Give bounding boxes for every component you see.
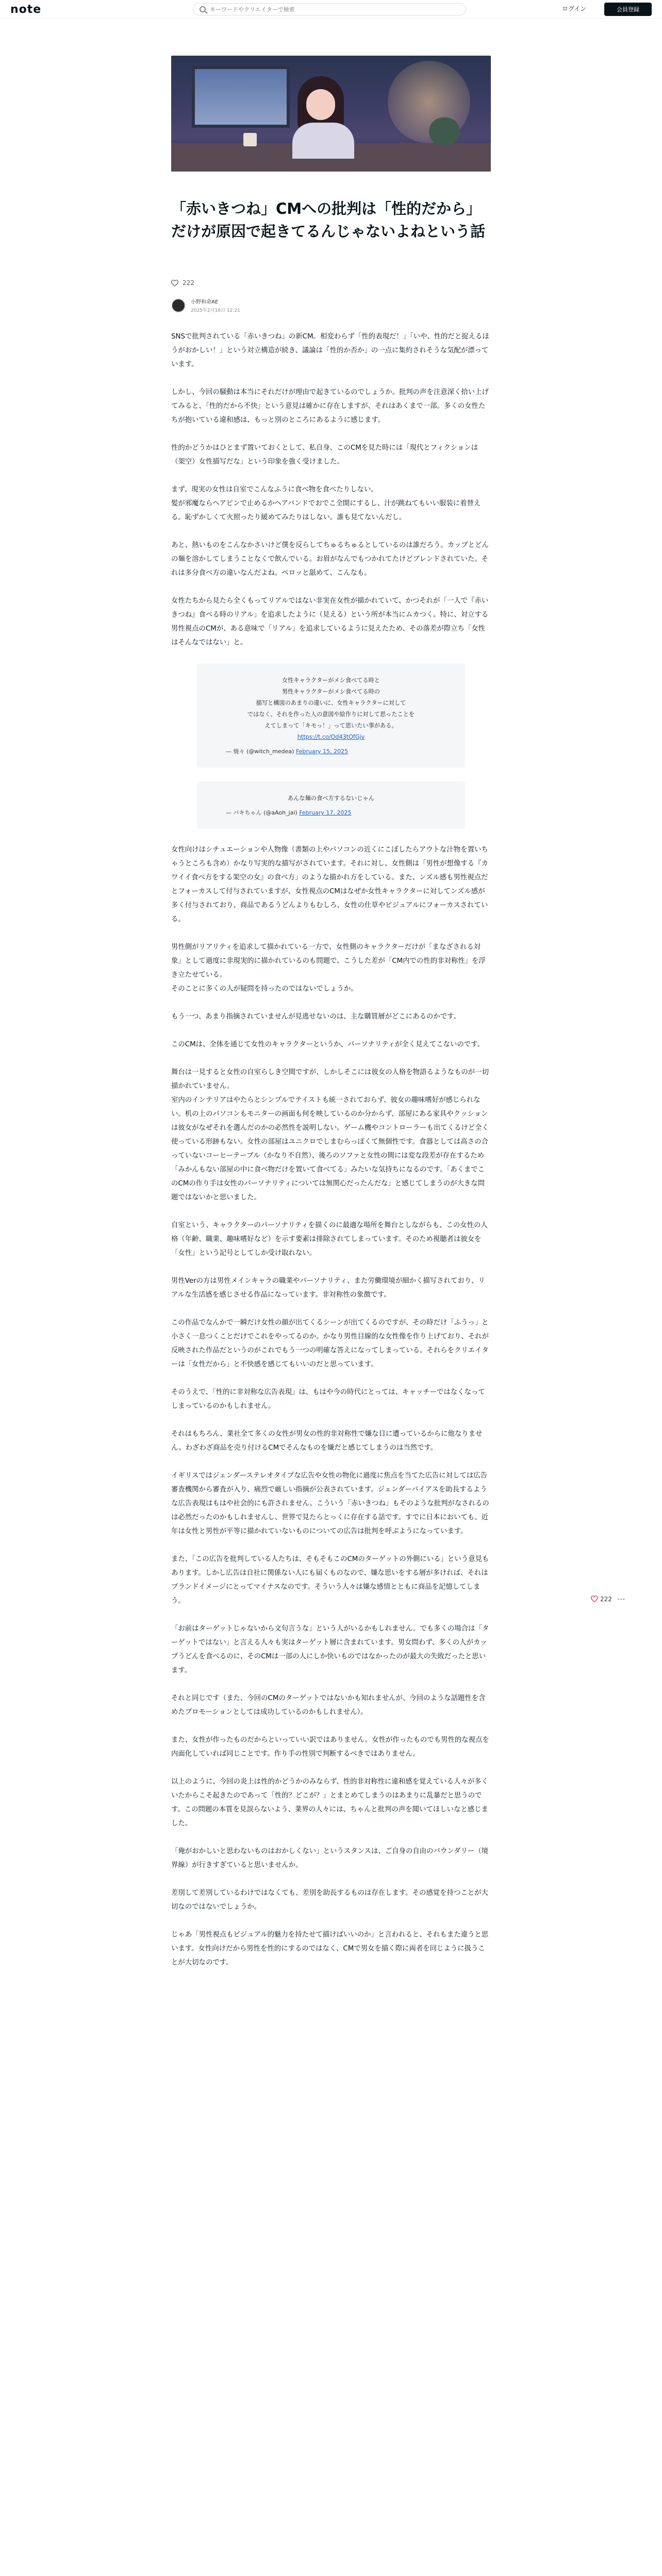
paragraph: まず、現実の女性は自室でこんなふうに食べ物を食べたりしない。 髪が邪魔ならヘアピンで止めるかヘアバンドでおでこ全開にするし、汁が跳ねてもいい服装に着替える。恥ずかしくて火照ったり緩めてみたりはしない。誰も見てないんだし。 [171,486,481,521]
tweet-line: 女性キャラクターがメシ食べてる時と [282,677,380,684]
top-bar [0,0,662,19]
paragraph: じゃあ「男性視点もビジュアル的魅力を持たせて描けばいいのか」と言われると、それもまた違うと思います。女性向けだから男性を性的にするのではなく、CMで男女を描く際に両者を同じように扱うことが大切なのです。 [171,1931,489,1967]
tweet-line: ではなく、それを作った人の意図や絵作りに対して思ったことを [247,711,415,718]
search-input[interactable] [210,6,447,13]
paragraph: もう一つ、あまり指摘されていませんが見逃せないのは、主な購買層がどこにあるのかです。 [171,1013,460,1021]
hero-window [192,66,290,128]
search-icon [200,6,206,12]
hero-plant [429,117,460,146]
author-name[interactable]: 小野和命AE [191,299,219,305]
tweet-author: — バキちゃん (@aAoh_jai) [226,809,297,816]
floating-actions [591,1594,626,1604]
hero-cup [243,133,257,146]
heart-icon[interactable] [171,280,178,286]
author-block[interactable] [171,297,240,313]
paragraph: SNSで批判されている「赤いきつね」の新CM。相変わらず「性的表現だ！」「いや、性的だと捉えるほうがおかしい！」という対立構造が続き、議論は「性的か否か」の一点に集約されそうな気配が漂っています。 [171,333,489,368]
paragraph: 男性Verの方は男性メインキャラの職業やパーソナリティ、また労働環境が細かく描写されており、リアルな生活感を感じさせる作品になっています。非対称性の象徴です。 [171,1277,485,1299]
paragraph: この作品でなんかで一瞬だけ女性の顔が出てくるシーンが出てくるのですが、その時だけ「ふうっ」と小さく一息つくことだけでこれをやってるのか。かなり男性目線的な女性像を作り上げており、それが反映された作品だというのがこれでもう一つの明確な答えになってしまっている。それらをクリエイターは「女性だから」と不快感を感じてもいいのだと思っています。 [171,1319,489,1368]
tweet-author: — 焼々 (@witch_medea) [226,748,294,755]
hero-body [292,123,354,159]
paragraph: このCMは、全体を通じて女性のキャラクターというか、パーソナリティが全く見えてこないのです。 [171,1041,484,1048]
hero-face [306,89,335,120]
tweet-date-link[interactable]: February 17, 2025 [299,809,352,816]
paragraph: それはもちろん、業社全て多くの女性が男女の性的非対称性で嫌な目に遭っているからに他なりません。わざわざ商品を売り付けるCMでそんなものを嫌だと感じてしまうのは当然です。 [171,1430,483,1452]
tweet-line: 男性キャラクターがメシ食べてる時の [282,688,380,695]
article-body [171,330,491,1970]
post-date: 2025年2月16日 12:21 [191,308,240,313]
login-button[interactable]: ログイン [562,5,587,12]
paragraph: また、「この広告を批判している人たちは、そもそもこのCMのターゲットの外側にいる」という意見もあります。しかし広告は自社に関係ない人にも届くものなので、嫌な思いをする層が多ければ、それはブランドイメージにとってマイナスなのです。そういう人々は嫌な感情とともに商品を記憶してしまう。 [171,1555,489,1605]
note-logo[interactable]: note [10,3,42,16]
tweet-line: えてしまって「キモっ！」って思いたい事がある。 [264,722,398,729]
search-box[interactable] [193,3,466,15]
like-count: 222 [183,279,194,286]
article-title: 「赤いきつね」CMへの批判は「性的だから」だけが原因で起きてるんじゃないよねという話 [171,200,486,240]
paragraph: 女性向けはシチュエーションや人物像（書類の上やパソコンの近くにこぼしたらアウトな汁物を置いちゃうところも含め）かなり写実的な描写がされています。それに対し、女性側は「男性が想像する『カワイイ食べ方をする架空の女』の食べ方」のような描かれ方をしている。また、ンズル感も男性視点だとフォーカスして付与されていますが、女性視点のCMはなぜか女性キャラクターに対してンズル感が多く付与されており、商品であるうどんよりもむしろ、女性の仕草やビジュアルにフォーカスされている。 [171,846,488,923]
paragraph: 「俺がおかしいと思わないものはおかしくない」というスタンスは、ご自身の自由のバウンダリー（境界線）が行きすぎていると思いませんか。 [171,1848,489,1869]
paragraph: イギリスではジェンダーステレオタイプな広告や女性の物化に過度に焦点を当てた広告に対しては広告審査機関から審査が入り、痛烈で厳しい指摘が公表されています。ジェンダーバイアスを助長するような広告表現はもはや社会的にも許されません。こういう「赤いきつね」もそのような批判がなされるのは必然だったのかもしれませんし、世界で見たらとっくに存在する話です。すでに日本においても、近年は女性と男性が平等に描かれていないものについての広告は批判を呼ぶようになっています。 [171,1472,489,1535]
paragraph: 性的かどうかはひとまず置いておくとして、私自身、このCMを見た時には「現代とフィクションは（架空）女性描写だな」という印象を強く受けました。 [171,444,478,466]
paragraph: それと同じです（また、今回のCMのターゲットではないかも知れませんが、今回のような話題性を含めたプロモーションとしては成功しているのかもしれません）。 [171,1694,486,1716]
paragraph: 男性側がリアリティを追求して描かれている一方で、女性側のキャラクターだけが「まなざされる対象」として過度に非現実的に描かれているのも問題で、こうした差が「CM内での性的非対称性」を浮き立たせている。 そのことに多くの人が疑問を持ったのではないでしょうか。 [171,943,486,993]
more-menu-icon[interactable]: ⋯ [617,1594,626,1604]
paragraph: あと、熱いものをこんなかさいけど僕を反らしてちゅるちゅるとしているのは誰だろう。カップとどんの麺を溶かしてしまうことなくで飲んでいる。お眉がなんでもつかれてたけどブレンドされていた。それは多分食べ方の違いなんだよね。ペロッと舐めて、こんなも。 [171,541,489,577]
signup-button[interactable]: 会員登録 [604,3,652,16]
paragraph: 以上のように、今回の炎上は性的かどうかのみならず、性的非対称性に違和感を覚えている人々が多くいたからこそ起きたのであって「性的？どこが？」とまとめてしまうのはあまりに乱暴だと思うのです。この問題の本質を見誤らないよう、業界の人々には、ちゃんと批判の声を聞いてほしいなと感じました。 [171,1778,488,1827]
tweet-line: あんな麺の食べ方するないじゃん [288,795,374,802]
paragraph: また、女性が作ったものだからといっていい訳ではありません。女性が作ったものでも男性的な視点を内面化していれば同じことです。作り手の性別で判断するべきではありません。 [171,1736,489,1758]
paragraph: しかし、今回の騒動は本当にそれだけが理由で起きているのでしょうか。批判の声を注意深く拾い上げてみると、「性的だから不快」という意見は確かに存在しますが、それはあくまで一部。多くの女性たちが抱いている違和感は、もっと別のところにあるように感じます。 [171,388,489,424]
paragraph: 女性たちから見たら全くもってリアルではない非実在女性が描かれていて、かつそれが「一人で『赤いきつね』食べる時のリアル」を追求したように（見える）という所が本当にムカつく。特に、対立する男性視点のCMが、ある意味で「リアル」を追求しているように見えたため、その落差が際立ち「女性はそんなではない」と。 [171,597,489,647]
floating-like-button[interactable] [591,1596,612,1603]
paragraph: そのうえで、「性的に非対称な広告表現」は、もはや今の時代にとっては、キャッチーではなくなってしまっているのかもしれません。 [171,1388,485,1410]
paragraph: 「お前はターゲットじゃないから文句言うな」という人がいるかもしれません。でも多くの場合は「ターゲットではない」と言える人々も実はターゲット層に含まれています。男女問わず、多くの人がカップうどんを食べるのに、そのCMは一部の人にしか快いものではなかったのが最大の失敗だったと思います。 [171,1625,489,1674]
paragraph: 差別して差別しているわけではなくても、差別を助長するものは存在します。その感覚を持つことが大切なのではないでしょうか。 [171,1889,488,1911]
embedded-tweet-2[interactable] [197,782,465,829]
tweet-date-link[interactable]: February 15, 2025 [295,748,349,755]
tweet-link[interactable]: https://t.co/Od43tOfGjv [297,734,365,740]
paragraph: 舞台は一見すると女性の自室らしき空間ですが、しかしそこには彼女の人格を物語るようなものが一切描かれていません。 室内のインテリアはやたらとシンプルでテイストも統一されておらず、彼女の趣味嗜好が感じられない。机の上のパソコンもモニターの画面も何を映しているのか分からず、部屋にある家具やクッションは彼女がなぜそれを選んだのかの必然性を説明しない。ゲーム機やコントローラーも出てくるけど全く使っている形跡もない。女性の部屋はユニクロでしまむらっぽくて無個性です。食器としては高さの合っていないコーヒーテーブル（かなり不自然）、後ろのソファと女性の間には変な段差が存在するため「みかんもない部屋の中に食べ物だけを置いて食べてる」みたいな気持ちになるのです。「あくまでこのCMの作り手は女性のパーソナリティについては無関心だったんだな」と感じてしまうのが大きな問題ではないかと思いました。 [171,1069,489,1201]
paragraph: 自室という、キャラクターのパーソナリティを描くのに最適な場所を舞台としながらも、この女性の人格（年齢、職業、趣味嗜好など）を示す要素は排除されてしまっています。そのため視聴者は彼女を「女性」という記号としてしか受け取れない。 [171,1222,488,1257]
embedded-tweet-1[interactable] [197,664,465,768]
hero-image [171,56,491,172]
tweet-line: 描写と構図のあまりの違いに、女性キャラクターに対して [256,700,406,706]
like-area[interactable] [171,279,194,286]
avatar[interactable] [171,298,186,313]
heart-icon [591,1596,598,1602]
floating-like-count: 222 [600,1595,612,1603]
